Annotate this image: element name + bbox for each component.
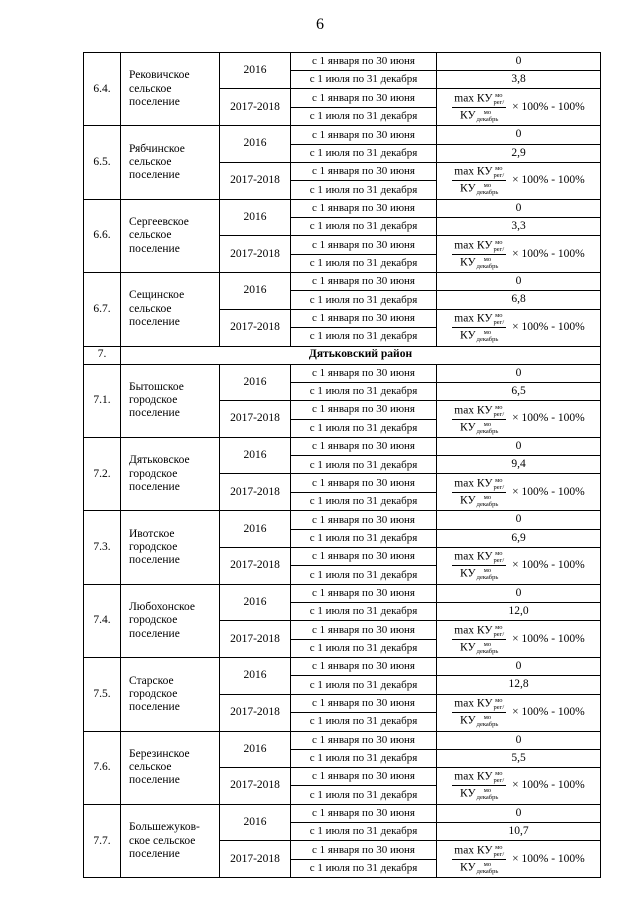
formula-denominator: КУ xyxy=(460,421,476,434)
year-cell: 2017-2018 xyxy=(220,474,291,511)
settlement-name: Сещинское сельское поселение xyxy=(121,273,220,346)
year-cell: 2016 xyxy=(220,584,291,620)
formula-cell xyxy=(437,309,601,346)
row-number: 7.2. xyxy=(84,438,121,511)
formula-denominator: КУ xyxy=(460,861,476,874)
formula-num-sup: мо xyxy=(495,476,503,484)
formula-denominator: КУ xyxy=(460,641,476,654)
formula-numerator: max КУ xyxy=(454,165,493,178)
formula xyxy=(452,770,584,801)
formula-den-sup: мо xyxy=(483,567,492,575)
period-cell: с 1 июля по 31 декабря xyxy=(291,823,437,841)
formula-numerator: max КУ xyxy=(454,697,493,710)
row-number: 7.5. xyxy=(84,658,121,731)
value-cell: 0 xyxy=(437,658,601,676)
formula xyxy=(452,697,584,728)
formula-tail: × 100% - 100% xyxy=(512,779,585,792)
period-cell: с 1 января по 30 июня xyxy=(291,199,437,217)
formula-num-sup: мо xyxy=(495,403,503,411)
period-cell: с 1 января по 30 июня xyxy=(291,309,437,328)
formula-num-sub: рег/ xyxy=(493,704,505,712)
period-cell: с 1 июля по 31 декабря xyxy=(291,603,437,621)
value-cell: 0 xyxy=(437,731,601,749)
formula-num-sub: рег/ xyxy=(493,483,505,491)
settlement-name: Бытошское городское поселение xyxy=(121,364,220,437)
formula-numerator: max КУ xyxy=(454,550,493,563)
value-cell: 6,8 xyxy=(437,291,601,309)
formula-den-sup: мо xyxy=(483,860,492,868)
period-cell: с 1 июля по 31 декабря xyxy=(291,676,437,694)
row-number: 7.4. xyxy=(84,584,121,657)
period-cell: с 1 января по 30 июня xyxy=(291,162,437,181)
period-cell: с 1 января по 30 июня xyxy=(291,511,437,529)
formula-den-sup: мо xyxy=(483,420,492,428)
table-row xyxy=(84,438,601,456)
formula-num-sup: мо xyxy=(495,165,503,173)
formula-den-sub: декабрь xyxy=(476,867,499,875)
formula-num-sup: мо xyxy=(495,312,503,319)
period-cell: с 1 января по 30 июня xyxy=(291,621,437,640)
formula-num-sup: мо xyxy=(495,770,503,778)
formula xyxy=(452,550,584,581)
formula-num-sup: мо xyxy=(495,91,503,99)
period-cell: с 1 января по 30 июня xyxy=(291,658,437,676)
year-cell: 2017-2018 xyxy=(220,767,291,804)
formula-den-sup: мо xyxy=(483,182,492,190)
period-cell: с 1 января по 30 июня xyxy=(291,841,437,860)
period-cell: с 1 января по 30 июня xyxy=(291,273,437,291)
period-cell: с 1 июля по 31 декабря xyxy=(291,254,437,273)
page-number: 6 xyxy=(316,16,324,33)
year-cell: 2016 xyxy=(220,731,291,767)
settlement-name: Рябчинское сельское поселение xyxy=(121,126,220,199)
row-number: 7.3. xyxy=(84,511,121,584)
year-cell: 2017-2018 xyxy=(220,621,291,658)
formula xyxy=(452,477,584,508)
row-number: 7.1. xyxy=(84,364,121,437)
year-cell: 2016 xyxy=(220,273,291,309)
formula-num-sub: рег/ xyxy=(493,850,505,858)
formula-denominator: КУ xyxy=(460,329,476,342)
formula-num-sub: рег/ xyxy=(493,410,505,418)
formula-num-sub: рег/ xyxy=(493,98,505,106)
year-cell: 2016 xyxy=(220,658,291,694)
period-cell: с 1 июля по 31 декабря xyxy=(291,181,437,200)
formula-cell xyxy=(437,474,601,511)
row-number: 7.6. xyxy=(84,731,121,804)
formula xyxy=(452,624,584,655)
period-cell: с 1 января по 30 июня xyxy=(291,584,437,602)
period-cell: с 1 июля по 31 декабря xyxy=(291,328,437,347)
formula-den-sup: мо xyxy=(483,787,492,795)
formula-tail: × 100% - 100% xyxy=(512,632,585,645)
settlement-name: Рековичское сельское поселение xyxy=(121,53,220,126)
formula-num-sub: рег/ xyxy=(493,630,505,638)
formula-cell xyxy=(437,694,601,731)
table-row xyxy=(84,511,601,529)
formula-numerator: max КУ xyxy=(454,844,493,857)
period-cell: с 1 июля по 31 декабря xyxy=(291,144,437,162)
row-number: 6.7. xyxy=(84,273,121,346)
value-cell: 6,5 xyxy=(437,382,601,400)
row-number: 6.5. xyxy=(84,126,121,199)
period-cell: с 1 января по 30 июня xyxy=(291,474,437,493)
region-number: 7. xyxy=(84,346,121,364)
period-cell: с 1 июля по 31 декабря xyxy=(291,217,437,235)
formula-numerator: max КУ xyxy=(454,239,493,252)
period-cell: с 1 января по 30 июня xyxy=(291,767,437,786)
value-cell: 9,4 xyxy=(437,456,601,474)
value-cell: 3,3 xyxy=(437,217,601,235)
formula-den-sup: мо xyxy=(483,255,492,263)
value-cell: 0 xyxy=(437,273,601,291)
formula-cell xyxy=(437,841,601,878)
value-cell: 0 xyxy=(437,804,601,822)
settlement-name: Большежуков-ское сельское поселение xyxy=(121,804,220,877)
value-cell: 12,0 xyxy=(437,603,601,621)
period-cell: с 1 января по 30 июня xyxy=(291,804,437,822)
formula-num-sup: мо xyxy=(495,238,503,246)
formula-numerator: max КУ xyxy=(454,771,493,784)
period-cell: с 1 июля по 31 декабря xyxy=(291,107,437,126)
year-cell: 2017-2018 xyxy=(220,89,291,126)
formula-numerator: max КУ xyxy=(454,92,493,105)
table-row xyxy=(84,731,601,749)
year-cell: 2016 xyxy=(220,126,291,162)
period-cell: с 1 января по 30 июня xyxy=(291,126,437,144)
formula xyxy=(452,165,584,196)
period-cell: с 1 января по 30 июня xyxy=(291,401,437,420)
formula-denominator: КУ xyxy=(460,494,476,507)
formula-tail: × 100% - 100% xyxy=(512,412,585,425)
formula-den-sub: декабрь xyxy=(476,500,499,508)
year-cell: 2016 xyxy=(220,199,291,235)
formula-den-sub: декабрь xyxy=(476,794,499,802)
region-name: Дятьковский район xyxy=(121,346,601,364)
formula-den-sub: декабрь xyxy=(476,574,499,582)
period-cell: с 1 января по 30 июня xyxy=(291,236,437,255)
region-row xyxy=(84,346,601,364)
formula xyxy=(452,844,584,875)
settlement-name: Любохонское городское поселение xyxy=(121,584,220,657)
formula-cell xyxy=(437,162,601,199)
year-cell: 2016 xyxy=(220,53,291,89)
year-cell: 2016 xyxy=(220,511,291,547)
formula-num-sup: мо xyxy=(495,843,503,851)
value-cell: 3,8 xyxy=(437,71,601,89)
year-cell: 2016 xyxy=(220,364,291,400)
value-cell: 10,7 xyxy=(437,823,601,841)
value-cell: 5,5 xyxy=(437,749,601,767)
value-cell: 6,9 xyxy=(437,529,601,547)
tariff-table xyxy=(83,52,601,878)
formula-numerator: max КУ xyxy=(454,624,493,637)
formula-denominator: КУ xyxy=(460,567,476,580)
formula xyxy=(452,239,584,270)
formula-den-sub: декабрь xyxy=(476,189,499,197)
formula-den-sup: мо xyxy=(483,493,492,501)
period-cell: с 1 июля по 31 декабря xyxy=(291,566,437,585)
value-cell: 0 xyxy=(437,511,601,529)
year-cell: 2017-2018 xyxy=(220,401,291,438)
period-cell: с 1 января по 30 июня xyxy=(291,364,437,382)
formula-tail: × 100% - 100% xyxy=(512,174,585,187)
period-cell: с 1 января по 30 июня xyxy=(291,547,437,566)
formula-numerator: max КУ xyxy=(454,312,493,325)
formula-den-sub: декабрь xyxy=(476,427,499,435)
formula xyxy=(452,404,584,435)
formula-tail: × 100% - 100% xyxy=(512,485,585,498)
formula-num-sub: рег/ xyxy=(493,319,505,326)
formula-denominator: КУ xyxy=(460,788,476,801)
formula-denominator: КУ xyxy=(460,256,476,269)
table-row xyxy=(84,273,601,291)
value-cell: 0 xyxy=(437,53,601,71)
value-cell: 0 xyxy=(437,364,601,382)
formula-cell xyxy=(437,236,601,273)
formula-tail: × 100% - 100% xyxy=(512,852,585,865)
formula-den-sup: мо xyxy=(483,640,492,648)
formula-numerator: max КУ xyxy=(454,477,493,490)
formula-num-sub: рег/ xyxy=(493,777,505,785)
formula-cell xyxy=(437,621,601,658)
table-row xyxy=(84,658,601,676)
table-row xyxy=(84,126,601,144)
formula-denominator: КУ xyxy=(460,714,476,727)
settlement-name: Березинское сельское поселение xyxy=(121,731,220,804)
value-cell: 0 xyxy=(437,438,601,456)
table-row xyxy=(84,199,601,217)
period-cell: с 1 июля по 31 декабря xyxy=(291,749,437,767)
formula-denominator: КУ xyxy=(460,182,476,195)
formula-tail: × 100% - 100% xyxy=(512,559,585,572)
formula-num-sub: рег/ xyxy=(493,557,505,565)
year-cell: 2017-2018 xyxy=(220,309,291,346)
row-number: 6.4. xyxy=(84,53,121,126)
period-cell: с 1 июля по 31 декабря xyxy=(291,71,437,89)
formula-den-sup: мо xyxy=(483,329,492,336)
period-cell: с 1 июля по 31 декабря xyxy=(291,456,437,474)
period-cell: с 1 июля по 31 декабря xyxy=(291,529,437,547)
period-cell: с 1 января по 30 июня xyxy=(291,731,437,749)
year-cell: 2017-2018 xyxy=(220,236,291,273)
year-cell: 2016 xyxy=(220,804,291,840)
settlement-name: Сергеевское сельское поселение xyxy=(121,199,220,272)
value-cell: 12,8 xyxy=(437,676,601,694)
value-cell: 0 xyxy=(437,126,601,144)
formula-den-sub: декабрь xyxy=(476,115,499,123)
formula-cell xyxy=(437,767,601,804)
period-cell: с 1 января по 30 июня xyxy=(291,438,437,456)
formula xyxy=(452,92,584,123)
period-cell: с 1 июля по 31 декабря xyxy=(291,859,437,878)
value-cell: 0 xyxy=(437,584,601,602)
formula-cell xyxy=(437,547,601,584)
period-cell: с 1 июля по 31 декабря xyxy=(291,786,437,805)
formula-numerator: max КУ xyxy=(454,404,493,417)
table-row xyxy=(84,53,601,71)
period-cell: с 1 июля по 31 декабря xyxy=(291,382,437,400)
row-number: 6.6. xyxy=(84,199,121,272)
formula-den-sub: декабрь xyxy=(476,336,499,343)
period-cell: с 1 января по 30 июня xyxy=(291,53,437,71)
formula-tail: × 100% - 100% xyxy=(512,705,585,718)
formula-num-sub: рег/ xyxy=(493,245,505,253)
formula-num-sub: рег/ xyxy=(493,172,505,180)
formula xyxy=(452,312,584,343)
formula-den-sub: декабрь xyxy=(476,721,499,729)
table-row xyxy=(84,584,601,602)
formula-tail: × 100% - 100% xyxy=(512,320,585,333)
formula-num-sup: мо xyxy=(495,697,503,705)
period-cell: с 1 июля по 31 декабря xyxy=(291,291,437,309)
formula-num-sup: мо xyxy=(495,550,503,558)
year-cell: 2017-2018 xyxy=(220,547,291,584)
formula-den-sup: мо xyxy=(483,714,492,722)
period-cell: с 1 января по 30 июня xyxy=(291,89,437,108)
value-cell: 2,9 xyxy=(437,144,601,162)
formula-cell xyxy=(437,89,601,126)
formula-den-sub: декабрь xyxy=(476,647,499,655)
settlement-name: Дятьковское городское поселение xyxy=(121,438,220,511)
period-cell: с 1 июля по 31 декабря xyxy=(291,713,437,732)
period-cell: с 1 июля по 31 декабря xyxy=(291,419,437,438)
table-row xyxy=(84,364,601,382)
year-cell: 2017-2018 xyxy=(220,162,291,199)
period-cell: с 1 июля по 31 декабря xyxy=(291,492,437,511)
period-cell: с 1 января по 30 июня xyxy=(291,694,437,713)
row-number: 7.7. xyxy=(84,804,121,877)
formula-tail: × 100% - 100% xyxy=(512,247,585,260)
value-cell: 0 xyxy=(437,199,601,217)
year-cell: 2017-2018 xyxy=(220,841,291,878)
year-cell: 2016 xyxy=(220,438,291,474)
settlement-name: Старское городское поселение xyxy=(121,658,220,731)
formula-denominator: КУ xyxy=(460,109,476,122)
formula-num-sup: мо xyxy=(495,623,503,631)
period-cell: с 1 июля по 31 декабря xyxy=(291,639,437,658)
year-cell: 2017-2018 xyxy=(220,694,291,731)
settlement-name: Ивотское городское поселение xyxy=(121,511,220,584)
formula-den-sup: мо xyxy=(483,108,492,116)
formula-den-sub: декабрь xyxy=(476,262,499,270)
formula-tail: × 100% - 100% xyxy=(512,100,585,113)
table-row xyxy=(84,804,601,822)
formula-cell xyxy=(437,401,601,438)
